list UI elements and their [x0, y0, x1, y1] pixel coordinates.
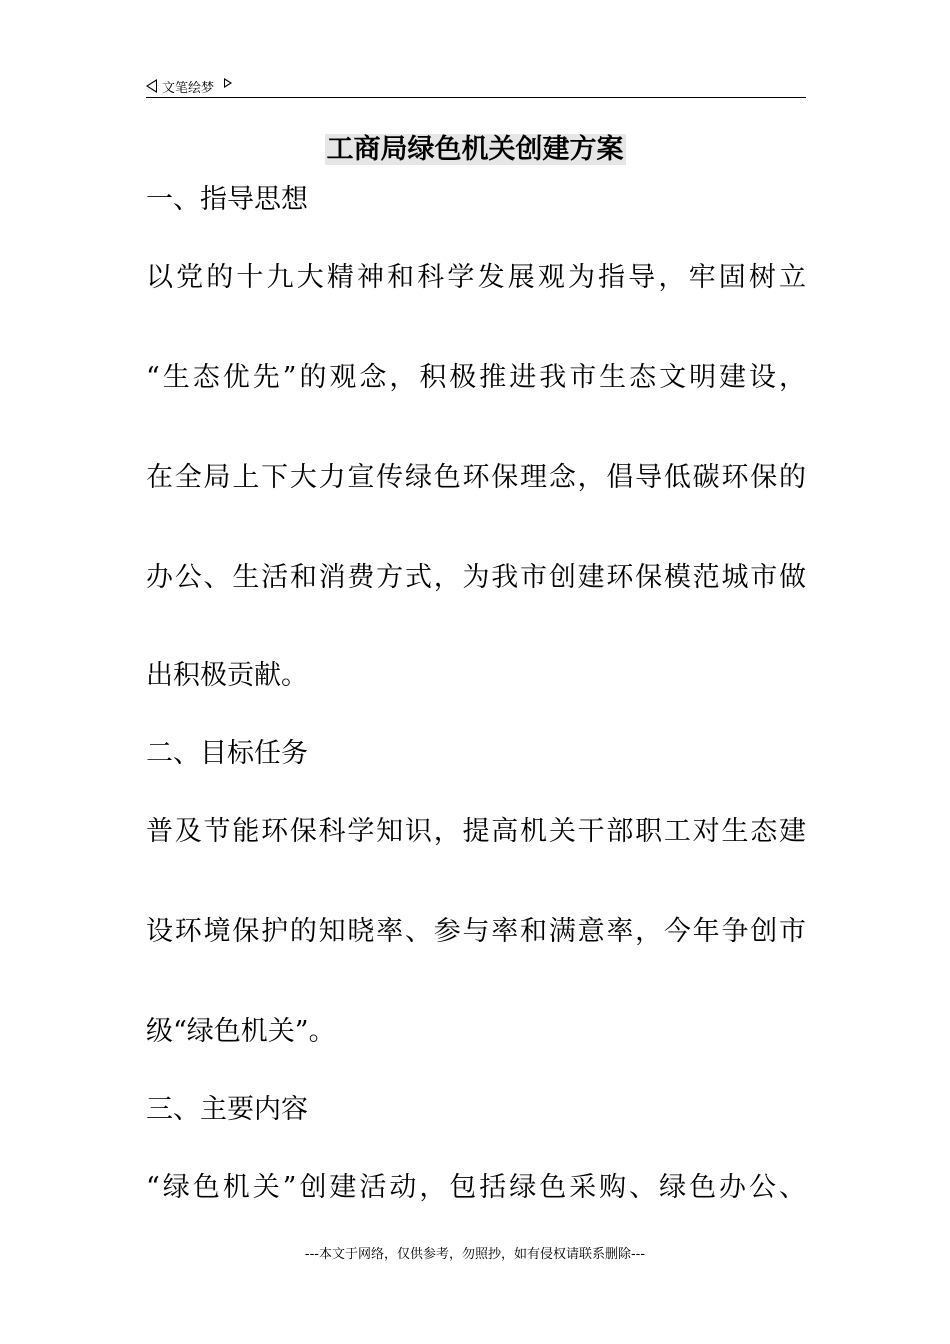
paragraph-line: 级“绿色机关”。	[146, 1016, 336, 1047]
paragraph-line: 出积极贡献。	[146, 660, 308, 691]
header-brand: 文笔绘梦	[162, 80, 215, 96]
triangle-left-icon	[146, 79, 157, 93]
paragraph-line: 设环境保护的知晓率、参与率和满意率，今年争创市	[146, 916, 806, 947]
paragraph-line: 以党的十九大精神和科学发展观为指导，牢固树立	[146, 262, 806, 293]
page-footer: ---本文于网络，仅供参考，勿照抄，如有侵权请联系删除---	[304, 1247, 646, 1262]
section-heading-2: 二、目标任务	[146, 738, 308, 769]
paragraph-line: “生态优先”的观念，积极推进我市生态文明建设，	[146, 362, 806, 393]
page-header	[146, 74, 806, 98]
paragraph-line: 在全局上下大力宣传绿色环保理念，倡导低碳环保的	[146, 462, 806, 493]
paragraph-line: 普及节能环保科学知识，提高机关干部职工对生态建	[146, 816, 806, 847]
section-heading-3: 三、主要内容	[146, 1094, 308, 1125]
paragraph-line: 办公、生活和消费方式，为我市创建环保模范城市做	[146, 562, 806, 593]
section-heading-1: 一、指导思想	[146, 184, 308, 215]
paragraph-line: “绿色机关”创建活动，包括绿色采购、绿色办公、	[146, 1172, 806, 1203]
document-title: 工商局绿色机关创建方案	[326, 134, 624, 165]
triangle-right-icon	[224, 78, 232, 88]
header-divider	[146, 97, 806, 98]
